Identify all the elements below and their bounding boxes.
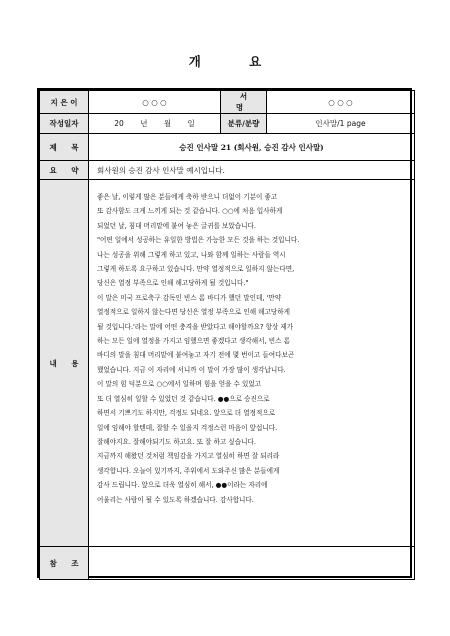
content-line: 하는 모든 일에 열정을 가지고 임했으면 좋겠다고 생각해서, 빈스 롬 bbox=[97, 337, 290, 346]
content-lines bbox=[97, 190, 408, 507]
content-line: 일에 임해야 할텐데, 잘할 수 있을지 걱정스런 마음이 앞섭니다. bbox=[97, 423, 278, 432]
row-content bbox=[40, 180, 415, 547]
content-line: 이 말은 미국 프로축구 감독인 빈스 롬 바디가 했던 말인데, '만약 bbox=[97, 293, 282, 302]
content-line: 잘해야지요. 잘해야되기도 하고요. 또 잘 하고 싶습니다. bbox=[97, 437, 256, 446]
date-label: 작성일자 bbox=[40, 114, 89, 134]
content-line: 그렇게 하도록 요구하고 있습니다. 만약 열정적으로 일하지 않는다면, bbox=[97, 265, 295, 274]
content-line: 지금까지 해왔던 것처럼 책임감을 가지고 열심히 하면 잘 되리라 bbox=[97, 452, 280, 461]
date-value: 20 년 월 일 bbox=[89, 114, 221, 134]
reference-value bbox=[89, 547, 415, 580]
name-label: 서 명 bbox=[221, 91, 267, 114]
category-value: 인사말/1 page bbox=[267, 114, 415, 134]
content-line: 나는 성공을 위해 그렇게 하고 있고, 나와 함께 일하는 사람들 역시 bbox=[97, 250, 286, 259]
subject-value: 승진 인사말 21 (회사원, 승진 감사 인사말) bbox=[89, 134, 415, 161]
reference-label: 참 조 bbox=[40, 547, 89, 580]
name-value: ○ ○ ○ bbox=[267, 91, 415, 114]
row-author bbox=[40, 91, 415, 114]
row-date bbox=[40, 114, 415, 134]
content-line: 이 말의 힘 덕분으로 ○○에서 일하며 힘을 얻을 수 있었고 bbox=[97, 380, 262, 389]
content-line: 감사 드립니다. 앞으로 더욱 열심히 해서, ●●이라는 자리에 bbox=[97, 481, 268, 490]
row-summary bbox=[40, 161, 415, 180]
row-subject bbox=[40, 134, 415, 161]
category-label: 분류/분량 bbox=[221, 114, 267, 134]
content-line: 당신은 열정 부족으로 인해 해고당하게 될 것입니다." bbox=[97, 279, 249, 288]
content-line: 되었던 날, 침대 머리맡에 붙여 놓은 글귀를 보았습니다. bbox=[97, 221, 256, 230]
content-line: 또 감사함도 크게 느끼게 되는 것 같습니다. ○○에 처음 입사하게 bbox=[97, 207, 283, 216]
content-body bbox=[89, 180, 415, 547]
content-line: 하면서 기쁘기도 하지만, 걱정도 되네요. 앞으로 더 열정적으로 bbox=[97, 409, 276, 418]
content-line: 생각합니다. 오늘이 있기까지, 주위에서 도와주신 많은 분들에게 bbox=[97, 466, 280, 475]
form-table bbox=[39, 90, 415, 580]
summary-label: 요 약 bbox=[40, 161, 89, 180]
content-line: 또 더 열심히 일할 수 있었던 것 같습니다. ●●으로 승진으로 bbox=[97, 394, 270, 403]
content-line: 했었습니다. 지금 이 자리에 서니까 이 말이 가장 많이 생각납니다. bbox=[97, 365, 286, 374]
content-line: 어울리는 사람이 될 수 있도록 하겠습니다. 감사합니다. bbox=[97, 495, 254, 504]
content-line: 될 것입니다.'라는 말에 어떤 충격을 받았다고 해야할까요? 항상 제가 bbox=[97, 322, 294, 331]
content-line: 바디의 말을 침대 머리맡에 붙여놓고 자기 전에 몇 번이고 들여다보곤 bbox=[97, 351, 295, 360]
content-line: 열정적으로 일하지 않는다면 당신은 열정 부족으로 인해 해고당하게 bbox=[97, 308, 291, 317]
summary-value: 회사원의 승진 감사 인사말 예시입니다. bbox=[89, 161, 415, 180]
author-value: ○ ○ ○ bbox=[89, 91, 221, 114]
content-line: "어떤 일에서 성공하는 유일한 방법은 가능한 모든 것을 하는 것입니다. bbox=[97, 236, 300, 245]
row-reference bbox=[40, 547, 415, 580]
document-form bbox=[37, 88, 412, 578]
content-line: 좋은 날, 이렇게 많은 분들에게 축하 받으니 더없이 기분이 좋고 bbox=[97, 193, 278, 201]
page-title: 개 요 bbox=[188, 54, 284, 69]
author-label: 지 은 이 bbox=[40, 91, 89, 114]
subject-label: 제 목 bbox=[40, 134, 89, 161]
content-label: 내 용 bbox=[40, 180, 89, 547]
